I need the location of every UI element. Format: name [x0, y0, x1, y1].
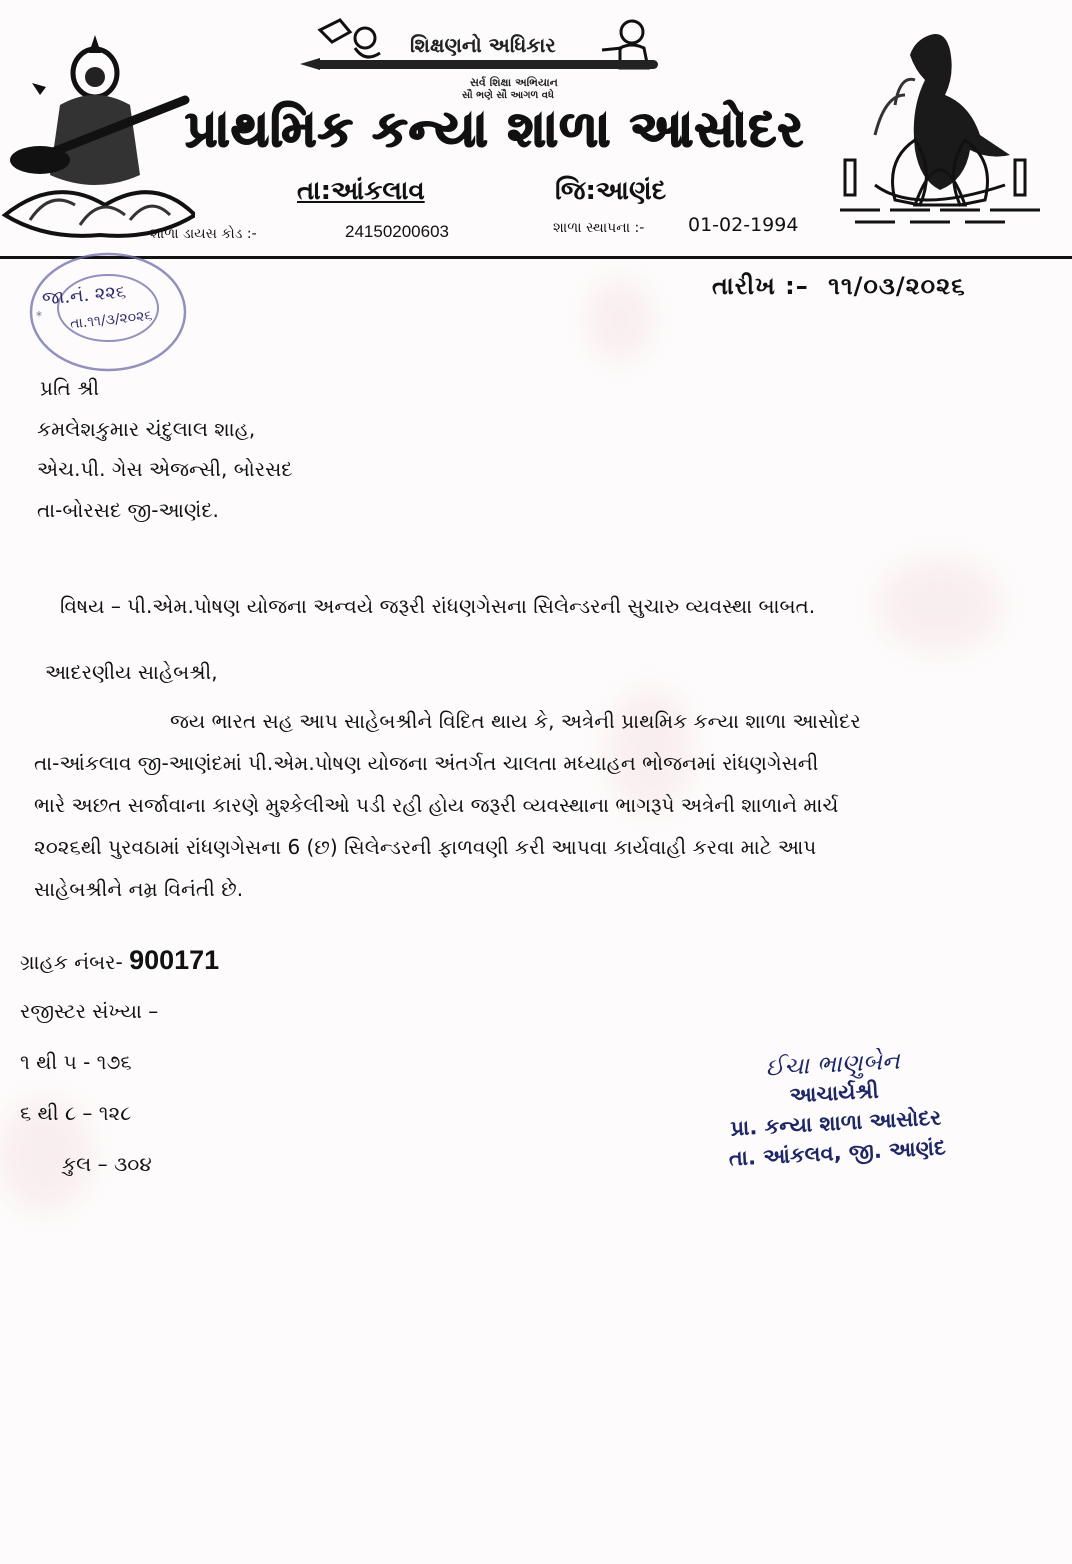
recipient-location: તા-બોરસદ જી-આણંદ.: [37, 498, 219, 522]
taluka: તા:આંકલાવ: [297, 176, 425, 206]
svg-text:*: *: [36, 309, 42, 323]
body-line: જય ભારત સહ આપ સાહેબશ્રીને વિદિત થાય કે, અત્રેની પ્રાથમિક કન્યા શાળા આસોદર: [170, 709, 861, 733]
letter-body: [34, 700, 1034, 910]
total-count: કુલ – ૩૦૪: [62, 1152, 152, 1176]
body-line: ભારે અછત સર્જાવાના કારણે મુશ્કેલીઓ પડી રહી હોય જરૂરી વ્યવસ્થાના ભાગરૂપે અત્રેની શાળાને માર્ચ: [34, 793, 839, 817]
established-date: 01-02-1994: [688, 214, 799, 236]
dise-code-label: શાળા ડાયસ કોડ :-: [150, 226, 257, 242]
handwritten-signature: ઈચા ભાણુબેન: [764, 1046, 901, 1082]
register-label: રજીસ્ટર સંખ્યા –: [20, 999, 159, 1023]
signatory-school: પ્રા. કન્યા શાળા આસોદર: [729, 1105, 942, 1141]
signature-block: [697, 1043, 973, 1175]
subtitle-2: સૌ ભણે સૌ આગળ વધે: [462, 90, 555, 101]
slogan: શિક્ષણનો અધિકાર: [410, 33, 556, 57]
pencil-icon: [318, 60, 658, 69]
paper-stain: [880, 560, 1000, 650]
paper-stain: [590, 280, 650, 360]
recipient-name: કમલેશકુમાર ચંદુલાલ શાહ,: [37, 417, 256, 441]
salutation: આદરણીય સાહેબશ્રી,: [45, 660, 218, 684]
signatory-address: તા. આંકલવ, જી. આણંદ: [728, 1135, 947, 1171]
established-label: શાળા સ્થાપના :-: [553, 220, 645, 236]
customer-number-row: [20, 935, 219, 986]
letter-date: [712, 272, 966, 300]
child-on-pencil-icon: [600, 18, 665, 78]
subject-line: વિષય – પી.એમ.પોષણ યોજના અન્વયે જરૂરી રાંધણગેસના સિલેન્ડરની સુચારુ વ્યવસ્થા બાબત.: [60, 594, 816, 618]
lotus-figure-icon: [835, 25, 1050, 240]
body-line: ૨૦૨૬થી પુરવઠામાં રાંધણગેસના 6 (છ) સિલેન્ડરની ફાળવણી કરી આપવા કાર્યવાહી કરવા માટે આપ: [34, 835, 817, 859]
district: જિ:આણંદ: [555, 176, 667, 206]
stamp-inward-number: જા.નં. ૨૨૬: [41, 281, 127, 310]
body-line: સાહેબશ્રીને નમ્ર વિનંતી છે.: [34, 877, 244, 901]
signatory-title: આચાર્યશ્રી: [789, 1078, 880, 1108]
recipient-org: એચ.પી. ગેસ એજન્સી, બોરસદ: [37, 457, 293, 481]
date-value: ૧૧/૦૩/૨૦૨૬: [828, 272, 966, 300]
customer-number: 900171: [129, 945, 220, 975]
body-line: તા-આંકલાવ જી-આણંદમાં પી.એમ.પોષણ યોજના અંતર્ગત ચાલતા મધ્યાહન ભોજનમાં રાંધણગેસની: [34, 751, 819, 775]
saraswati-figure-icon: [0, 25, 195, 250]
stamp-date: તા.૧૧/૩/૨૦૨૬: [69, 307, 153, 333]
dise-code: 24150200603: [345, 222, 450, 241]
date-label: તારીખ :–: [712, 272, 809, 300]
grades-1-5-count: ૧ થી ૫ - ૧૭૬: [20, 1050, 132, 1074]
grades-6-8-count: ૬ થી ૮ – ૧૨૮: [20, 1101, 132, 1125]
subtitle-1: સર્વ શિક્ષા અભિયાન: [470, 76, 558, 89]
recipient-prefix: પ્રતિ શ્રી: [40, 376, 100, 400]
pencil-tip-icon: [300, 58, 320, 70]
customer-info: [20, 935, 219, 1190]
school-name: પ્રાથમિક કન્યા શાળા આસોદર: [185, 100, 805, 158]
customer-number-label: ગ્રાહક નંબર-: [20, 950, 123, 974]
